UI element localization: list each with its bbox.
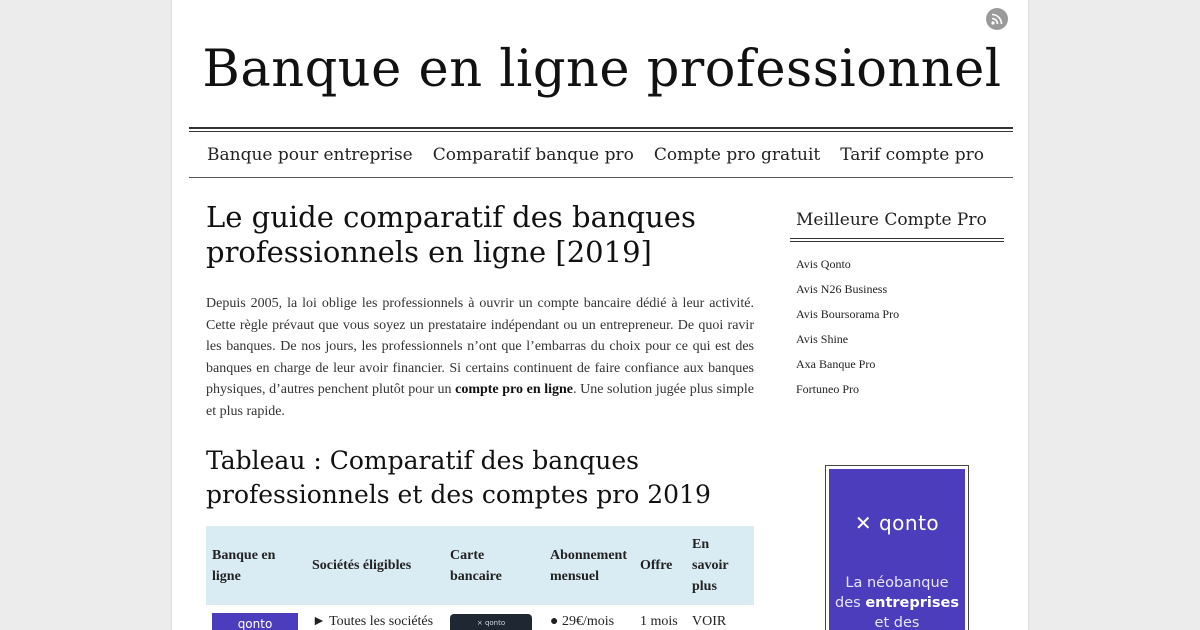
main-content — [206, 200, 754, 630]
intro-text: Depuis 2005, la loi oblige les professionnels à ouvrir un compte bancaire dédié à leur activité. Cette règle prévaut que vous soyez un prestataire indépendant ou un entrepreneur. De quoi ravir les banques. De nos jours, les professionnels n’ont que l’embarras du choix pour ce qui est des banques en charge de leur avoir financier. Si certains continuent de faire confiance aux banques physiques, d’autres penchent plutôt pour un — [206, 296, 754, 397]
intro-link-compte-pro: compte pro en ligne — [455, 382, 574, 397]
nav-item-compte-gratuit[interactable]: Compte pro gratuit — [653, 144, 821, 165]
page-container — [171, 0, 1029, 630]
nav-item-banque-entreprise[interactable]: Banque pour entreprise — [207, 144, 413, 165]
table-row — [206, 605, 754, 630]
cell-subscription: ● 29€/mois — [550, 614, 615, 629]
rss-icon[interactable] — [986, 8, 1008, 30]
ad-tagline — [829, 573, 965, 630]
list-item — [796, 252, 1004, 277]
ad-tagline-line1: La néobanque — [845, 575, 949, 591]
ad-tagline-line2 — [829, 593, 965, 613]
ad-qonto-logo: ✕ qonto — [854, 511, 940, 535]
list-item — [796, 277, 1004, 302]
cell-more — [686, 605, 754, 630]
cell-card — [444, 605, 544, 630]
sidebar-title-rule — [790, 239, 1004, 242]
card-image: × qonto — [450, 614, 532, 630]
sidebar-link-axa[interactable]: Axa Banque Pro — [796, 357, 876, 371]
article-title: Le guide comparatif des banques professionnels en ligne [2019] — [206, 200, 696, 269]
nav-item-tarif[interactable]: Tarif compte pro — [840, 144, 984, 165]
sidebar-link-fortuneo[interactable]: Fortuneo Pro — [796, 382, 859, 396]
sidebar-link-list — [790, 252, 1004, 402]
cell-eligible: ► Toutes les sociétés — [312, 614, 434, 629]
intro-text-end: . Une solution jugée plus simple et plus rapide. — [206, 382, 754, 419]
sidebar-link-n26[interactable]: Avis N26 Business — [796, 282, 888, 296]
list-item — [796, 327, 1004, 352]
sidebar — [790, 205, 1004, 402]
ad-inner — [829, 469, 965, 630]
nav-item-comparatif[interactable]: Comparatif banque pro — [432, 144, 634, 165]
sidebar-link-qonto[interactable]: Avis Qonto — [796, 257, 851, 271]
qonto-logo[interactable]: qonto — [212, 613, 298, 630]
site-title[interactable]: Banque en ligne professionnel — [202, 40, 1002, 99]
table-header-row — [206, 526, 754, 605]
cell-bank — [206, 605, 306, 630]
col-header-subscription: Abonnement mensuel — [544, 526, 634, 605]
list-item — [796, 352, 1004, 377]
sidebar-widget-title: Meilleure Compte Pro — [790, 205, 1004, 239]
col-header-eligible: Sociétés éligibles — [306, 526, 444, 605]
voir-link[interactable]: VOIR — [692, 614, 727, 629]
sidebar-link-shine[interactable]: Avis Shine — [796, 332, 849, 346]
cell-offer: 1 mois — [640, 614, 678, 629]
list-item — [796, 302, 1004, 327]
table-heading: Tableau : Comparatif des banques professionnels et des comptes pro 2019 — [206, 446, 711, 509]
sidebar-link-boursorama[interactable]: Avis Boursorama Pro — [796, 307, 900, 321]
article-intro — [206, 293, 754, 422]
col-header-card: Carte bancaire — [444, 526, 544, 605]
main-nav — [189, 132, 1013, 178]
list-item — [796, 377, 1004, 402]
ad-tagline-line3: et des — [874, 615, 920, 630]
ad-tagline-pre: des — [835, 595, 866, 611]
col-header-offer: Offre — [634, 526, 686, 605]
col-header-more: En savoir plus — [686, 526, 754, 605]
ad-tagline-bold: entreprises — [865, 595, 959, 611]
comparison-table — [206, 526, 754, 630]
col-header-bank: Banque en ligne — [206, 526, 306, 605]
qonto-ad-banner[interactable] — [825, 465, 969, 630]
